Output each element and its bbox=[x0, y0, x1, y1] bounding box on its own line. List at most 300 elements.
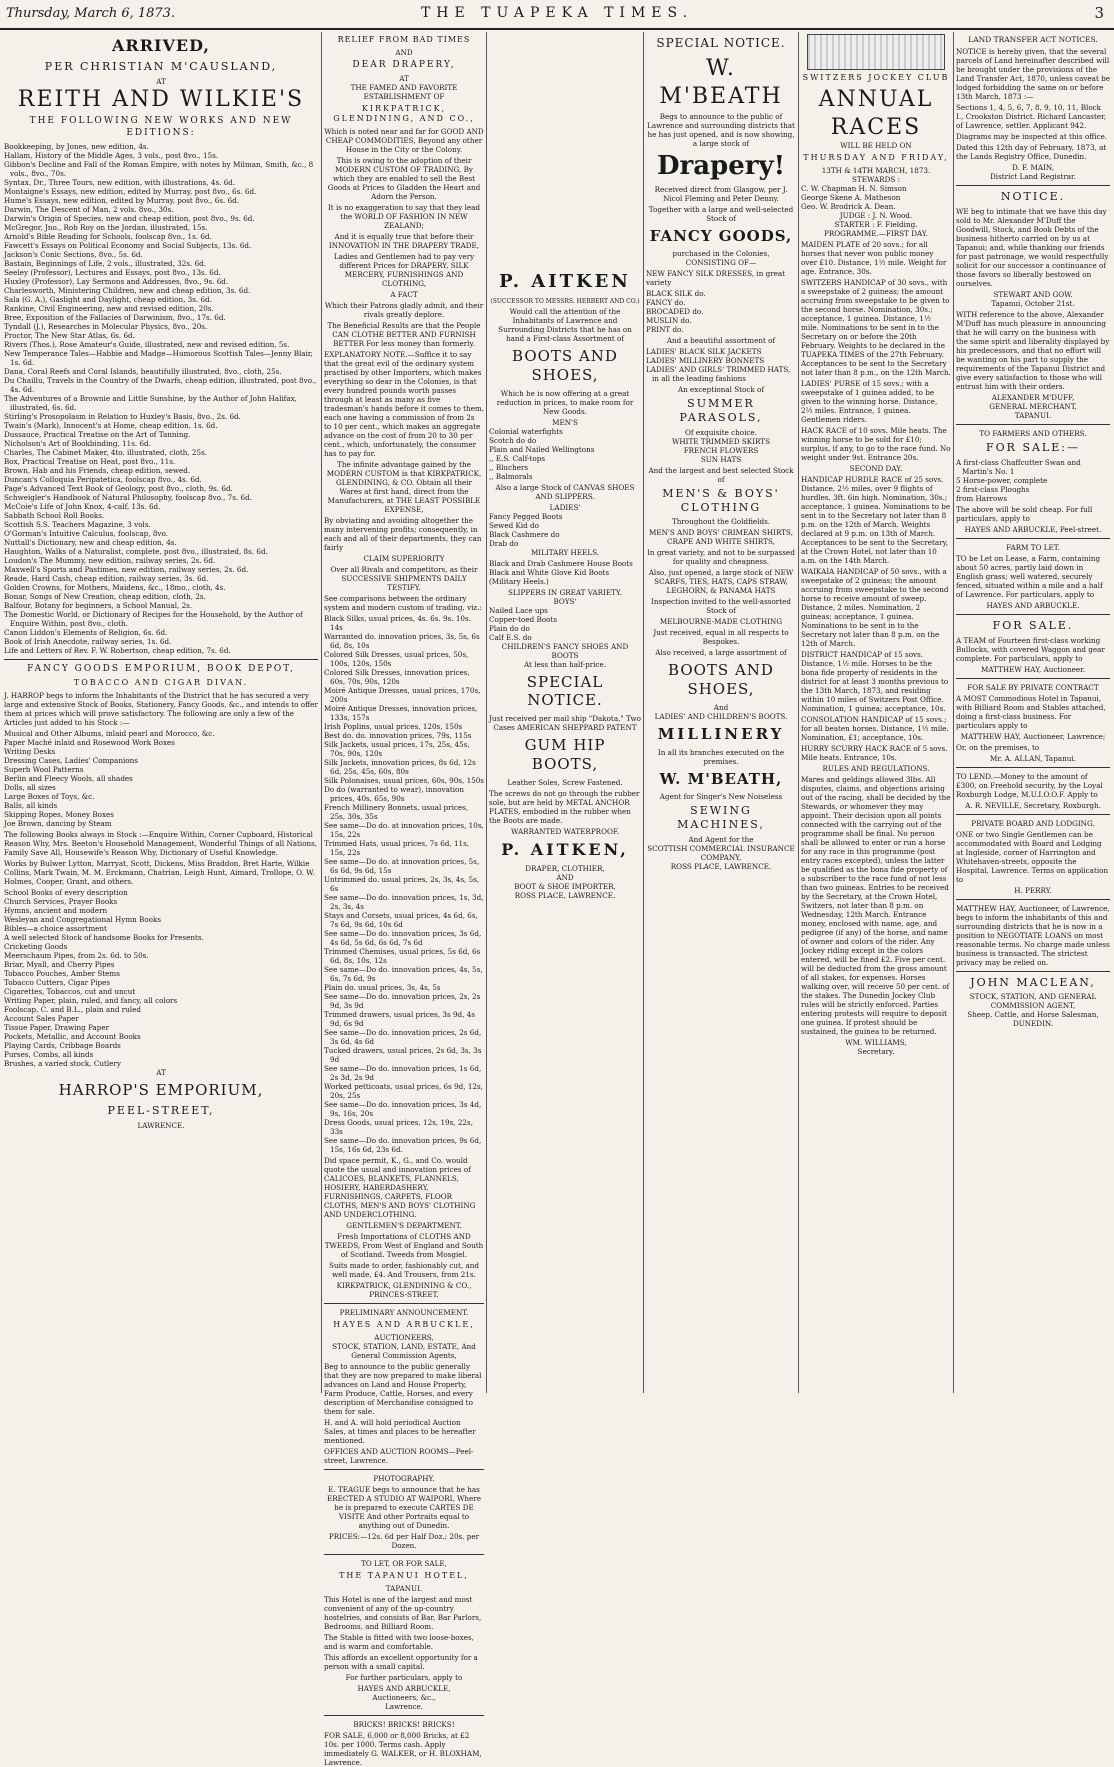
book-item: Arnold's Bible Reading for Schools, foolscap 8vo., 1s. 6d. bbox=[4, 231, 212, 241]
registrar-label: District Land Registrar. bbox=[990, 172, 1076, 182]
hay-loans-text: MATTHEW HAY, Auctioneer, of Lawrence, begs to inform the inhabitants of this and surrounding districts that he is now in a position to NEGOTIATE LOANS on most reasonable terms. No charge made unless business is transacted. The strictest privacy may be relied on. bbox=[956, 903, 1110, 967]
book-item: Hallam, History of the Middle Ages, 3 vols., post 8vo., 15s. bbox=[4, 150, 219, 160]
stock-item: Dolls, all sizes bbox=[4, 783, 56, 792]
book-item: Jackson's Conic Sections, 8vo., 5s. 6d. bbox=[4, 249, 143, 259]
lawrence-label: LAWRENCE. bbox=[137, 1120, 185, 1130]
book-item: Duncan's Colloquia Peripatetica, foolscap 8vo., 4s. 6d. bbox=[4, 474, 202, 484]
book-item: Rankine, Civil Engineering, new and revised edition, 20s. bbox=[4, 303, 214, 313]
hotel-text-3: This affords an excellent opportunity for a person with a small capital. bbox=[324, 1653, 478, 1672]
price-item: Moiré Antique Dresses, usual prices, 170s, 200s bbox=[324, 686, 481, 705]
book-item: Syntax, Dr., Three Tours, new edition, with illustrations, 4s. 6d. bbox=[4, 177, 236, 187]
at-label-3: AT bbox=[399, 74, 409, 84]
second-day-heading: SECOND DAY. bbox=[849, 464, 903, 473]
price-item: See same—Do do. innovation prices, 2s 6d, 3s 6d, 4s 6d bbox=[324, 1028, 482, 1047]
stock-item: Writing Paper, plain, ruled, and fancy, all colors bbox=[4, 996, 178, 1005]
race-item: HACK RACE of 10 sovs. Mile heats. The winning horse to be sold for £10; surplus, if any, to go to the race fund. No weight under 9st. Entrance 20s. bbox=[801, 426, 951, 462]
harrop-works: Works by Bulwer Lytton, Marryat, Scott, Dickens, Miss Braddon, Bret Harte, Wilkie Collins, Mark Twain, M. M. Erckmann, Chatrian, Leigh Hunt, Aimard, Trollope, O. W. Holmes, Cooper, Grant, and others. bbox=[4, 859, 315, 886]
price-item: Stays and Corsets, usual prices, 4s 6d, 6s, 7s 6d, 9s 6d, 10s 6d bbox=[324, 911, 478, 930]
column-rule-3 bbox=[643, 32, 644, 1393]
boot-item: ,, Balmorals bbox=[489, 471, 533, 481]
famed-label: THE FAMED AND FAVORITE bbox=[350, 83, 458, 93]
millinery-heading: MILLINERY bbox=[657, 724, 785, 743]
price-item: See same—Do do. at innovation prices, 10s, 15s, 22s bbox=[324, 821, 484, 840]
largest-label: And the largest and best selected Stock of bbox=[648, 465, 794, 484]
annual-races-heading: ANNUAL RACES bbox=[818, 87, 934, 140]
hayes-signoff-3: HAYES AND ARBUCKLE. bbox=[986, 600, 1080, 610]
importer-label: BOOT & SHOE IMPORTER, bbox=[514, 881, 616, 891]
sewing-heading: SEWING MACHINES, bbox=[677, 804, 765, 831]
assortment-label: And a beautiful assortment of bbox=[666, 336, 776, 346]
book-item: Dussauce, Practical Treatise on the Art of Tanning. bbox=[4, 429, 191, 439]
melbourne-heading: MELBOURNE-MADE CLOTHING bbox=[659, 617, 783, 627]
book-item: Fawcett's Essays on Political Economy and Social Subjects, 13s. 6d. bbox=[4, 240, 252, 250]
harrop-items-list-2 bbox=[4, 888, 318, 1068]
book-item: Sala (G. A.), Gaslight and Daylight, cheap edition, 3s. 6d. bbox=[4, 294, 212, 304]
book-item: O'Gorman's Intuitive Calculus, foolscap, 8vo. bbox=[4, 528, 168, 538]
race-days: THURSDAY AND FRIDAY, bbox=[803, 153, 949, 162]
book-item: Nuttall's Dictionary, new and cheap edition, 4s. bbox=[4, 537, 177, 547]
mduff-text: WITH reference to the above, Alexander M'Duff has much pleasure in announcing that he will carry on the business with the same spirit and liberality displayed by his predecessors, and that no effort will be wanting on his part to supply the requirements of the Tapanui District and give every satisfaction to those who will entrust him with their orders. bbox=[956, 310, 1110, 392]
team-text: A TEAM of Fourteen first-class working Bullocks, with covered Waggon and gear complete. For particulars, apply to bbox=[956, 635, 1105, 663]
price-item: Plain do. usual prices, 3s, 4s, 5s bbox=[324, 983, 441, 993]
stock-item: Brushes, a varied stock, Cutlery bbox=[4, 1059, 121, 1068]
book-item: Bastain, Beginnings of Life, 2 vols., illustrated, 32s. 6d. bbox=[4, 258, 207, 268]
land-transfer-heading: LAND TRANSFER ACT NOTICES. bbox=[968, 35, 1098, 44]
price-item: Colored Silk Dresses, innovation prices, 60s, 70s, 90s, 120s bbox=[324, 668, 470, 687]
silk-item: BLACK SILK do. bbox=[646, 289, 706, 299]
ladies-heading: LADIES' bbox=[549, 502, 581, 512]
tapanui-label: TAPANUI. bbox=[385, 1584, 423, 1594]
fancy-goods-heading-2: FANCY GOODS, bbox=[649, 226, 793, 245]
book-item: Golden Crowns, for Mothers, Maidens, &c., 18mo., cloth, 4s. bbox=[4, 582, 226, 592]
and-label-2: AND bbox=[556, 872, 574, 882]
stock-item: Meerschaum Pipes, from 2s. 6d. to 50s. bbox=[4, 951, 149, 960]
prelim-heading: PRELIMINARY ANNOUNCEMENT. bbox=[339, 1308, 469, 1318]
gum-boots-heading: GUM HIP BOOTS, bbox=[524, 736, 606, 773]
kirkpatrick-signoff: KIRKPATRICK, GLENDINING & CO., bbox=[336, 1281, 472, 1291]
sections-text: Sections 1, 4, 5, 6, 7, 8, 9, 10, 11, Block I., Crookston District. Richard Lancaster, of Lawrence, settler. Applicant 942. bbox=[956, 103, 1107, 131]
inspection-text: Inspection invited to the well-assorted Stock of bbox=[651, 597, 791, 616]
column-rule-1 bbox=[321, 32, 322, 1393]
perry-signoff: H. PERRY. bbox=[1014, 885, 1052, 895]
book-item: McCoie's Life of John Knox, 4-calf, 13s. 6d. bbox=[4, 501, 161, 511]
book-item: Nicholson's Art of Bookbinding, 11s. 6d. bbox=[4, 438, 151, 448]
hay-signoff-2: MATTHEW HAY, Auctioneer, Lawrence; bbox=[960, 731, 1106, 741]
book-item: Loudon's The Mummy, new edition, railway series, 2s. 6d. bbox=[4, 555, 216, 565]
kg-text-3: It is no exaggeration to say that they lead the WORLD OF FASHION IN NEW ZEALAND; bbox=[327, 203, 481, 231]
price-item: See same—Do do. innovation prices, 1s 6d, 2s 3d, 2s 9d bbox=[324, 1064, 482, 1083]
parasols-heading: SUMMER PARASOLS, bbox=[679, 397, 763, 424]
steward-item: George Skene A. Matheson bbox=[801, 193, 901, 202]
book-item: Schweigler's Handbook of Natural Philosophy, foolscap 8vo., 7s. 6d. bbox=[4, 492, 252, 502]
military-heading: MILITARY HEELS. bbox=[530, 547, 600, 557]
price-item: Worked petticoats, usual prices, 6s 9d, 12s, 20s, 25s bbox=[324, 1082, 483, 1101]
book-item: Gibbon's Decline and Fall of the Roman Empire, with notes by Milman, Smith, &c., 8 vols., 8vo., 70s. bbox=[4, 159, 314, 178]
mbeath-heading: W. M'BEATH bbox=[659, 56, 783, 109]
lawrence-signoff: Lawrence. bbox=[384, 1702, 424, 1712]
silk-item: PRINT do. bbox=[646, 325, 684, 335]
maclean-sub-2: Sheep, Cattle, and Horse Salesman, bbox=[967, 1010, 1099, 1020]
harrop-intro: J. HARROP begs to inform the Inhabitants of the District that he has secured a very large and extensive Stock of Books, Stationery, Fancy Goods, &c., and intends to offer them at prices which will prove satisfactory. The following are only a few of the Articles just added to his Stock :— bbox=[4, 691, 318, 727]
maclean-sub: STOCK, STATION, AND GENERAL COMMISSION AGENT, bbox=[969, 992, 1097, 1011]
book-item: Bookkeeping, by Jones, new edition, 4s. bbox=[4, 141, 149, 151]
hotel-sale-text: A MOST Commodious Hotel in Tapanui, with Billiard Room and Stables attached, doing a first-class business. For particulars apply to bbox=[956, 693, 1106, 730]
neville-signoff: A. R. NEVILLE, Secretary, Roxburgh. bbox=[965, 800, 1101, 810]
boots-heading-2: BOOTS AND SHOES, bbox=[668, 661, 774, 698]
forsale-item: from Harrows bbox=[956, 493, 1008, 503]
stock-item: Foolscap, C. and B.L., plain and ruled bbox=[4, 1005, 141, 1014]
price-item: Trimmed Hats, usual prices, 7s 6d, 11s, 15s, 22s bbox=[324, 839, 470, 858]
steward-item: Geo. W. Brodrick A. Dean. bbox=[801, 202, 896, 211]
canvas-text: Also a large Stock of CANVAS SHOES AND SLIPPERS. bbox=[495, 482, 635, 501]
screws-text: The screws do not go through the rubber sole, but are held by METAL ANCHOR PLATES, embodied in the rubber when the Boots are made. bbox=[489, 788, 640, 825]
book-item: Tyndall (J.), Researches in Molecular Physics, 8vo., 20s. bbox=[4, 321, 208, 331]
dunedin-label: DUNEDIN. bbox=[1012, 1019, 1054, 1029]
book-item: Bonar, Songs of New Creation, cheap edition, cloth, 2s. bbox=[4, 591, 206, 601]
price-item: Trimmed Chemises, usual prices, 5s 6d, 6s 6d, 8s, 10s, 12s bbox=[324, 947, 481, 966]
aitken-intro: Would call the attention of the Inhabitants of Lawrence and Surrounding Districts that he has on hand a First-class Assortment of bbox=[498, 307, 632, 343]
rules-heading: RULES AND REGULATIONS. bbox=[822, 764, 930, 773]
column-2 bbox=[324, 32, 485, 1767]
forsale-heading: FOR SALE:— bbox=[986, 441, 1080, 455]
jacket-items-list bbox=[646, 347, 796, 383]
aitken-signoff: P. AITKEN, bbox=[501, 839, 629, 859]
stock-item: Musical and Other Albums, inlaid pearl and Morocco, &c. bbox=[4, 729, 215, 738]
draper-label: DRAPER, CLOTHIER, bbox=[525, 863, 605, 873]
forsale-text: The above will be sold cheap. For full particulars, apply to bbox=[956, 504, 1093, 523]
boot-item: Drab do bbox=[489, 538, 519, 548]
estab-label: ESTABLISHMENT OF bbox=[363, 92, 445, 102]
drapery-heading: Drapery! bbox=[656, 151, 786, 181]
harrop-books: The following Books always in Stock :—Enquire Within, Corner Cupboard, Historical Reason Why, Mrs. Beeton's Household Management, Wonderful Things of all Nations, Family Save All, Housewife's Reason Why, Dictionary of Useful Knowledge. bbox=[4, 830, 318, 857]
price-item: See same—Do do. innovation prices, 2s, 2s 9d, 3s 9d bbox=[324, 992, 481, 1011]
gents-heading: GENTLEMEN'S DEPARTMENT. bbox=[346, 1221, 462, 1231]
stock-item: Skipping Ropes, Money Boxes bbox=[4, 810, 114, 819]
photo-prices: PRICES:—12s. 6d per Half Doz.; 20s. per Dozen. bbox=[328, 1532, 480, 1551]
price-item: French Millinery Bonnets, usual prices, 25s, 30s, 35s bbox=[324, 803, 469, 822]
issue-date: Thursday, March 6, 1873. bbox=[6, 6, 176, 21]
offices-text: OFFICES AND AUCTION ROOMS—Peel-street, Lawrence. bbox=[324, 1447, 474, 1466]
column-rule-5 bbox=[953, 32, 954, 1393]
at-label-2: AT bbox=[156, 1068, 166, 1077]
book-item: McGregor, Jno., Rob Roy on the Jordan, illustrated, 15s. bbox=[4, 222, 208, 232]
races-list-day-1 bbox=[801, 240, 951, 462]
farmers-heading: TO FARMERS AND OTHERS. bbox=[979, 429, 1087, 439]
book-list bbox=[4, 142, 318, 655]
diagrams-text: Diagrams may be inspected at this office. bbox=[956, 132, 1108, 142]
hotel-heading: THE TAPANUI HOTEL, bbox=[339, 1571, 469, 1581]
hay-signoff: MATTHEW HAY, Auctioneer. bbox=[980, 664, 1086, 674]
price-item: See same—Do do. innovation prices, 3s 4d, 9s, 16s, 20s bbox=[324, 1100, 482, 1119]
price-item: Warranted do. innovation prices, 3s, 5s, 6s 6d, 8s, 10s bbox=[324, 632, 480, 651]
hayes-signoff-2: HAYES AND ARBUCKLE, Peel-street. bbox=[964, 524, 1102, 534]
silk-dresses: NEW FANCY SILK DRESSES, in great variety bbox=[646, 269, 786, 288]
book-item: Scottish S.S. Teachers Magazine, 3 vols. bbox=[4, 519, 151, 529]
mduff-signoff: ALEXANDER M'DUFF, bbox=[991, 393, 1075, 403]
stock-item: Bibles—a choice assortment bbox=[4, 924, 107, 933]
agent-label: And Agent for the bbox=[688, 834, 754, 844]
race-item: DISTRICT HANDICAP of 15 sovs. Distance, 1½ mile. Horses to be the bona fide property of residents in the district for at least 3 months previous to the 13th March, 1873, and residing within 10 miles of Switzers Post Office. Nomination, 1 guinea; acceptance, 10s. bbox=[801, 650, 949, 713]
book-item: Huxley (Professor), Lay Sermons and Addresses, 8vo., 9s. 6d. bbox=[4, 276, 229, 286]
column-3 bbox=[489, 32, 641, 1393]
kg-text-7: The Beneficial Results are that the People CAN CLOTHE BETTER AND FURNISH BETTER For less money than formerly. bbox=[327, 321, 481, 349]
land-text: NOTICE is hereby given, that the several parcels of Land hereinafter described will be brought under the provisions of the Land Transfer Act, 1870, unless caveat be lodged forbidding the same on or before 13th March, 1873 :— bbox=[956, 47, 1110, 102]
book-item: Sabbath School Roll Books. bbox=[4, 510, 105, 520]
williams-signoff: WM. WILLIAMS, bbox=[845, 1038, 907, 1047]
goldfields-label: Throughout the Goldfields. bbox=[671, 517, 771, 527]
aitken-heading: P. AITKEN bbox=[499, 271, 631, 292]
races-list-day-2 bbox=[801, 475, 951, 762]
stock-item: Purses, Combs, all kinds bbox=[4, 1050, 94, 1059]
skirt-item: WHITE TRIMMED SKIRTS bbox=[671, 436, 770, 446]
price-item: See same—Do do. innovation prices, 4s, 5s, 6s, 7s 6d, 9s bbox=[324, 965, 483, 984]
kg-text-4: And it is equally true that before their INNOVATION IN THE DRAPERY TRADE, bbox=[328, 232, 480, 251]
secretary-label: Secretary. bbox=[857, 1047, 895, 1056]
kg-text-14: Suits made to order, fashionably cut, and well made, £4. And Trousers, from 21s. bbox=[329, 1261, 479, 1280]
price-item: Do do (warranted to wear), innovation prices, 40s, 65s, 90s bbox=[324, 785, 465, 804]
forsale-heading-2: FOR SALE. bbox=[992, 618, 1074, 632]
tapanui-label-2: TAPANUI. bbox=[1014, 411, 1052, 421]
race-item: WAIKAIA HANDICAP of 50 sovs., with a sweepstake of 2 guineas; the amount accruing from sweepstake to the second horse to receive amount of sweep. Distance, 2 miles. Nomination, 2 guineas; acceptance, 1 guinea. Nominations to be sent in to the Secretary not later than 8 p.m. on the 12th of March. bbox=[801, 567, 949, 648]
jacket-item: LADIES' BLACK SILK JACKETS bbox=[646, 347, 762, 357]
column-4 bbox=[646, 32, 796, 1393]
stock-item: Cricketing Goods bbox=[4, 942, 68, 951]
hayes-heading: HAYES AND ARBUCKLE, bbox=[333, 1320, 475, 1330]
book-item: Darwin's Origin of Species, new and cheap edition, post 8vo., 9s. 6d. bbox=[4, 213, 255, 223]
maclean-heading: JOHN MACLEAN, bbox=[970, 975, 1096, 989]
and-label: AND bbox=[395, 48, 413, 57]
mens-heading: MEN'S bbox=[552, 417, 578, 427]
race-item: HURRY SCURRY HACK RACE of 5 sovs. Mile heats. Entrance, 10s. bbox=[801, 744, 948, 762]
price-item: Colored Silk Dresses, usual prices, 50s, 100s, 120s, 150s bbox=[324, 650, 469, 669]
ross-place-2: ROSS PLACE, LAWRENCE. bbox=[670, 861, 772, 871]
book-item: Page's Advanced Text Book of Geology, post 8vo., cloth, 9s. 6d. bbox=[4, 483, 233, 493]
price-item: Untrimmed do. usual prices, 2s, 3s, 4s, 5s, 6s bbox=[324, 875, 480, 894]
offering-text: Which he is now offering at a great reduction in prices, to make room for New Goods. bbox=[496, 388, 634, 416]
works-subtitle: THE FOLLOWING NEW WORKS AND NEW EDITIONS: bbox=[29, 116, 293, 138]
kg-text-1: Which is noted near and far for GOOD AND CHEAP COMMODITIES, Beyond any other House in the City or the Colony. bbox=[324, 127, 484, 155]
hayes-signoff: HAYES AND ARBUCKLE, bbox=[357, 1684, 451, 1694]
slippers-heading: SLIPPERS IN GREAT VARIETY. bbox=[507, 587, 623, 597]
boot-item: Plain and Nailed Wellingtons bbox=[489, 444, 595, 454]
price-item: See same—Do do. innovation prices, 3s 6d, 4s 6d, 5s 6d, 6s 6d, 7s 6d bbox=[324, 929, 482, 948]
masthead bbox=[0, 0, 1114, 30]
tobacco-heading: TOBACCO AND CIGAR DIVAN. bbox=[73, 678, 249, 687]
mens-clothing-heading: MEN'S & BOYS' CLOTHING bbox=[662, 486, 780, 514]
page-number: 3 bbox=[1094, 4, 1104, 22]
book-item: Canon Liddon's Elements of Religion, 6s. 6d. bbox=[4, 627, 168, 637]
hayes-text: Beg to announce to the public generally that they are now prepared to make liberal advances on Land and House Property, Farm Produce, Cattle, Horses, and every description of Merchandise consigned to them for sale. bbox=[324, 1362, 482, 1417]
hayes-text-2: H. and A. will hold periodical Auction Sales, at times and places to be hereafter mentioned. bbox=[324, 1418, 476, 1446]
stock-item: Superb Wool Patterns bbox=[4, 765, 84, 774]
book-item: Twain's (Mark), Innocent's at Home, cheap edition, 1s. 6d. bbox=[4, 420, 218, 430]
stock-item: Playing Cards, Cribbage Boards bbox=[4, 1041, 121, 1050]
boot-item: Black Cashmere do bbox=[489, 529, 560, 539]
race-item: CONSOLATION HANDICAP of 15 sovs.; for all beaten horses. Distance, 1½ mile. Nomination, £1; acceptance, 10s. bbox=[801, 715, 949, 742]
kg-text-8: The infinite advantage gained by the MODERN CUSTOM is that KIRKPATRICK, GLENDINING, & CO. Obtain all their Wares at first hand, direct from the Manufacturers, at THE LEAST POSSIBLE EXPENSE, bbox=[326, 460, 482, 515]
column-1 bbox=[4, 32, 318, 1393]
book-item: The Adventures of a Brownie and Little Sunshine, by the Author of John Halifax, illustrated, 6s. 6d. bbox=[4, 393, 297, 412]
skirt-item: FRENCH FLOWERS bbox=[683, 445, 759, 455]
branches-text: In all its branches executed on the premises. bbox=[657, 747, 785, 766]
silk-item: MUSLIN do. bbox=[646, 316, 692, 326]
mens-items-list bbox=[489, 427, 641, 481]
stewards-label: STEWARDS : bbox=[852, 175, 900, 184]
military-text: Black and Drab Cashmere House Boots Black and White Glove Kid Boots (Military Heels.) bbox=[489, 558, 633, 586]
book-item: New Temperance Tales—Habbie and Madge—Humorous Scottish Tales—Jenny Blair, 1s. 6d. bbox=[4, 348, 313, 367]
stock-item: Dressing Cases, Ladies' Companions bbox=[4, 756, 138, 765]
boots-heading: BOOTS AND SHOES, bbox=[512, 347, 618, 384]
kg-text-6: Which their Patrons gladly admit, and their rivals greatly deplore. bbox=[324, 301, 484, 320]
ladies-items-list bbox=[489, 512, 641, 548]
boot-item: ,, E.S. Calf-tops bbox=[489, 453, 546, 463]
price-item: Silk Jackets, usual prices, 17s, 25s, 45s, 70s, 90s, 120s bbox=[324, 740, 470, 759]
column-rule-2 bbox=[486, 32, 487, 1393]
book-item: Box, Practical Treatise on Heat, post 8vo., 11s. bbox=[4, 456, 176, 466]
book-item: Haughton, Walks of a Naturalist, complete, post 8vo., illustrated, 8s. 6d. bbox=[4, 546, 268, 556]
price-item: Irish Poplins, usual prices, 120s, 150s bbox=[324, 722, 463, 732]
assortment-label-2: Also received, a large assortment of bbox=[655, 648, 787, 658]
stock-item: A well selected Stock of handsome Books for Presents. bbox=[4, 933, 204, 942]
column-6 bbox=[956, 32, 1110, 1393]
boot-item: Scotch do do bbox=[489, 435, 537, 445]
boot-item: Nailed Lace ups bbox=[489, 605, 548, 615]
farm-text: TO be Let on Lease, a Farm, containing about 50 acres, partly laid down in English grass; well watered, securely fenced, situated within a mile and a half of Lawrence. For particulars, apply to bbox=[956, 553, 1103, 599]
boot-item: Fancy Pegged Boots bbox=[489, 511, 563, 521]
book-item: Life and Letters of Rev. F. W. Robertson, cheap edition, 7s. 6d. bbox=[4, 645, 231, 655]
stock-item: Tobacco Pouches, Amber Stems bbox=[4, 969, 120, 978]
book-item: Montaigne's Essays, new edition, edited by Murray, post 8vo., 6s. 6d. bbox=[4, 186, 257, 196]
singer-label: Agent for Singer's New Noiseless bbox=[659, 792, 783, 802]
book-item: Seeley (Professor), Lectures and Essays, post 8vo., 13s. 6d. bbox=[4, 267, 221, 277]
rules-text: Mares and geldings allowed 3lbs. All disputes, claims, and objections arising out of the racing, shall be decided by the Stewards, or whomever they may appoint. Their decision upon all points connected with the carrying out of the programme shall be final. No person shall be allowed to enter or run a horse for any race in this programme (post entry races excepted), unless the latter be qualified as the bona fide property of a subscriber to the race fund of not less than two guineas. Entries to be received by the Secretary, at the Crown Hotel, Switzers, not later than 8 p.m. on Wednesday, 12th March. Entrance money, enclosed with name, age, and pedigree (if any) of the horse, and name of owner and colors of the rider. Any Jockey riding except in the colors entered, will be fined £2. Five per cent. will be deducted from the gross amount of all stakes, for expenses. Horses walking over, will receive 50 per cent. of the stakes. The Dunedin Jockey Club rules will be strictly enforced. Parties entering protests will require to deposit one guinea. If protest should be sustained, the guinea to be returned. bbox=[801, 775, 951, 1036]
kg-text-12: Did space permit, K., G., and Co. would quote the usual and innovation prices of CALICOES, BLANKETS, FLANNELS, HOSIERY, HABERDASHERY, FURNISHINGS, CARPETS, FLOOR CLOTHS, MEN'S AND BOYS' CLOTHING AND UNDERCLOTHING. bbox=[324, 1156, 476, 1220]
jockey-club-heading: SWITZERS JOCKEY CLUB bbox=[802, 73, 950, 82]
tapanui-date: Tapanui, October 21st. bbox=[991, 299, 1075, 309]
main-signoff: D. F. MAIN, bbox=[1011, 163, 1054, 173]
auct-signoff: Auctioneers, &c., bbox=[372, 1693, 436, 1703]
book-item: Rivers (Thos.), Rose Amateur's Guide, illustrated, new and revised edition, 5s. bbox=[4, 339, 290, 349]
tolet-heading: TO LET, OR FOR SALE, bbox=[361, 1559, 447, 1569]
stewart-signoff: STEWART AND GOW. bbox=[993, 290, 1073, 300]
judge-label: JUDGE : J. N. Wood. bbox=[839, 211, 913, 220]
claim-heading: CLAIM SUPERIORITY bbox=[363, 554, 445, 564]
notice-heading: NOTICE. bbox=[1000, 190, 1066, 204]
forsale-item: 5 Horse-power, complete bbox=[956, 475, 1048, 485]
bespoke-text: Just received, equal in all respects to Bespokes. bbox=[653, 628, 789, 647]
boot-item: Copper-toed Boots bbox=[489, 614, 558, 624]
princes-street: PRINCES-STREET. bbox=[369, 1290, 439, 1300]
stock-item: School Books of every description bbox=[4, 888, 128, 897]
book-item: Du Chaillu, Travels in the Country of the Dwarfs, cheap edition, illustrated, post 8vo., 4s. 6d. bbox=[4, 375, 317, 394]
forsale-items-list bbox=[956, 458, 1110, 503]
special-notice-heading-2: SPECIAL NOTICE. bbox=[656, 36, 786, 50]
stock-item: Account Sales Paper bbox=[4, 1014, 79, 1023]
book-item: Stirling's Prosopolasm in Relation to Huxley's Basis, 8vo., 2s. 6d. bbox=[4, 411, 241, 421]
fancy-goods-heading: FANCY GOODS EMPORIUM, BOOK DEPOT, bbox=[27, 663, 295, 674]
scottish-label: SCOTTISH COMMERCIAL INSURANCE COMPANY, bbox=[647, 843, 795, 862]
at-label: AT bbox=[156, 76, 166, 86]
exceptional-label: An exceptional Stock of bbox=[677, 385, 765, 395]
price-item: Trimmed drawers, usual prices, 3s 9d, 4s 9d, 6s 9d bbox=[324, 1010, 475, 1029]
together-text: Together with a large and well-selected Stock of bbox=[648, 204, 794, 223]
stock-item: Briar, Myall, and Cherry Pipes bbox=[4, 960, 115, 969]
book-item: Reade, Hard Cash, cheap edition, railway series, 3s. 6d. bbox=[4, 573, 209, 583]
peel-street: PEEL-STREET, bbox=[107, 1103, 215, 1117]
boot-item: Calf E.S. do bbox=[489, 632, 532, 642]
stock-item: Writing Desks bbox=[4, 747, 56, 756]
private-contract-heading: FOR SALE BY PRIVATE CONTRACT bbox=[967, 682, 1099, 692]
premises-text: Or, on the premises, to bbox=[956, 742, 1040, 752]
book-item: Hume's Essays, new edition, edited by Murray, post 8vo., 6s. 6d. bbox=[4, 195, 240, 205]
purchased-label: purchased in the Colonies, bbox=[672, 249, 770, 259]
book-item: Bree, Exposition of the Fallacies of Darwinism, 8vo., 17s. 6d. bbox=[4, 312, 226, 322]
race-item: LADIES' PURSE of 15 sovs.; with a sweepstake of 1 guinea added, to be given to the winning horse. Distance, 2½ miles. Entrance, 1 guinea. Gentlemen riders. bbox=[801, 379, 938, 424]
explanatory-note: EXPLANATORY NOTE.—Suffice it to say that the great evil of the ordinary system practised by other Importers, which makes everything so dear in the Colonies, is that every hundred pounds worth passes through at least as many as five tradesman's hands before it comes to them, each one having a commission of from 2s to 10 per cent., which makes an aggregate advance on the cost of from 20 to 30 per cent., which, unfortunately, the consumer has to pay for. bbox=[324, 350, 485, 459]
auctioneers-label: AUCTIONEERS, bbox=[374, 1333, 434, 1343]
boot-item: Sewed Kid do bbox=[489, 520, 539, 530]
race-dates: 13TH & 14TH MARCH, 1873. bbox=[821, 166, 931, 175]
book-item: Darwin, The Descent of Man, 2 vols. 8vo., 30s. bbox=[4, 204, 174, 214]
racehorse-illustration bbox=[807, 34, 945, 70]
steward-item: C. W. Chapman H. N. Simson bbox=[801, 184, 907, 193]
kg-text-2: This is owing to the adoption of their MODERN CUSTOM OF TRADING, By which they are enabled to sell the Best Goods at Prices to Gladden the Heart and Adorn the Person. bbox=[327, 156, 481, 202]
crimean-text: MEN'S AND BOYS' CRIMEAN SHIRTS, CRAPE AND WHITE SHIRTS, bbox=[648, 528, 794, 547]
book-item: Charlesworth, Ministering Children, new and cheap edition, 3s. 6d. bbox=[4, 285, 251, 295]
silk-item: BROCADED do. bbox=[646, 307, 704, 317]
book-item: Brown, Hab and his Friends, cheap edition, sewed. bbox=[4, 465, 191, 475]
stock-item: Joe Brown, dancing by Steam bbox=[4, 819, 112, 828]
mbeath-intro: Begs to announce to the public of Lawrence and surrounding districts that he has just opened, and is now showing, a large stock of bbox=[647, 112, 795, 148]
leather-label: Leather Soles, Screw Fastened. bbox=[507, 777, 623, 787]
firm-name: REITH AND WILKIE'S bbox=[17, 86, 305, 112]
silk-item: FANCY do. bbox=[646, 298, 686, 308]
kg-text-9: By obviating and avoiding altogether the many intervening profits; consequently, in each and all of their departments, they can fairly bbox=[324, 516, 482, 553]
and-label-3: And bbox=[713, 702, 729, 712]
stock-item: Wesleyan and Congregational Hymn Books bbox=[4, 915, 162, 924]
arrived-heading: ARRIVED, bbox=[112, 36, 210, 55]
price-item: See same—Do do. at innovation prices, 5s, 6s 6d, 9s 6d, 15s bbox=[324, 857, 480, 876]
programme-heading: PROGRAMME.—FIRST DAY. bbox=[824, 229, 928, 238]
race-item: MAIDEN PLATE of 20 sovs.; for all horses that never won public money over £10. Distance, 1½ mile. Weight for age. Entrance, 30s. bbox=[801, 240, 947, 276]
stock-item: Balls, all kinds bbox=[4, 801, 58, 810]
stock-item: Paper Maché inlaid and Rosewood Work Boxes bbox=[4, 738, 175, 747]
price-item: Dress Goods, usual prices, 12s, 19s, 22s, 33s bbox=[324, 1118, 473, 1137]
kg-text-10: Over all Rivals and competitors, as their SUCCESSIVE SHIPMENTS DAILY TESTIFY. bbox=[330, 565, 478, 593]
stock-item: Pockets, Metallic, and Account Books bbox=[4, 1032, 141, 1041]
farm-heading: FARM TO LET. bbox=[1006, 542, 1060, 552]
lend-text: TO LEND.—Money to the amount of £300, on Freehold security, by the Loyal Roxburgh Lodge, M.U.I.O.O.F. Apply to bbox=[956, 771, 1103, 799]
allan-signoff: Mr. A. ALLAN, Tapanui. bbox=[990, 753, 1076, 763]
book-item: Dana, Coral Reefs and Coral Islands, beautifully illustrated, 8vo., cloth, 25s. bbox=[4, 366, 282, 376]
hotel-text: This Hotel is one of the largest and most convenient of any of the up-country hostelries, and consists of Bar, Bar Parlors, Bedrooms, and Billiard Room. bbox=[324, 1595, 482, 1632]
notice-text: WE beg to intimate that we have this day sold to Mr. Alexander M'Duff the Goodwill, Stock, and Book Debts of the business hitherto carried on by us at Tapanui; and, while thanking our friends for past patronage, we would respectfully solicit for our successor a continuance of those favors so liberally bestowed on ourselves. bbox=[956, 207, 1109, 289]
jacket-item: LADIES' AND GIRLS' TRIMMED HATS, in all the leading fashions bbox=[646, 365, 791, 384]
book-item: Maxwell's Sports and Pastimes, new edition, railway series, 2s. 6d. bbox=[4, 564, 249, 574]
halfprice-label: At less than half-price. bbox=[523, 659, 607, 669]
stewards-list bbox=[801, 184, 951, 211]
dear-drapery: DEAR DRAPERY, bbox=[352, 60, 456, 70]
newspaper-title: THE TUAPEKA TIMES. bbox=[420, 5, 694, 21]
board-heading: PRIVATE BOARD AND LODGING. bbox=[971, 818, 1095, 828]
merchant-label: GENERAL MERCHANT, bbox=[989, 402, 1077, 412]
kirkpatrick-heading: KIRKPATRICK, GLENDINING, AND CO., bbox=[333, 104, 475, 124]
stock-item: Cigarettes, Tobaccos, cut and uncut bbox=[4, 987, 136, 996]
kg-text-13: Fresh Importations of CLOTHS AND TWEEDS, From West of England and South of Scotland. Tweeds from Mosgiel. bbox=[324, 1232, 484, 1260]
harrop-items-list bbox=[4, 729, 318, 828]
book-item: Charles, The Cabinet Maker, 4to. illustrated, cloth, 25s. bbox=[4, 447, 208, 457]
scarfs-text: Also, just opened, a large stock of NEW SCARFS, TIES, HATS, CAPS STRAW, LEGHORN, & PANAMA HATS bbox=[648, 568, 794, 596]
